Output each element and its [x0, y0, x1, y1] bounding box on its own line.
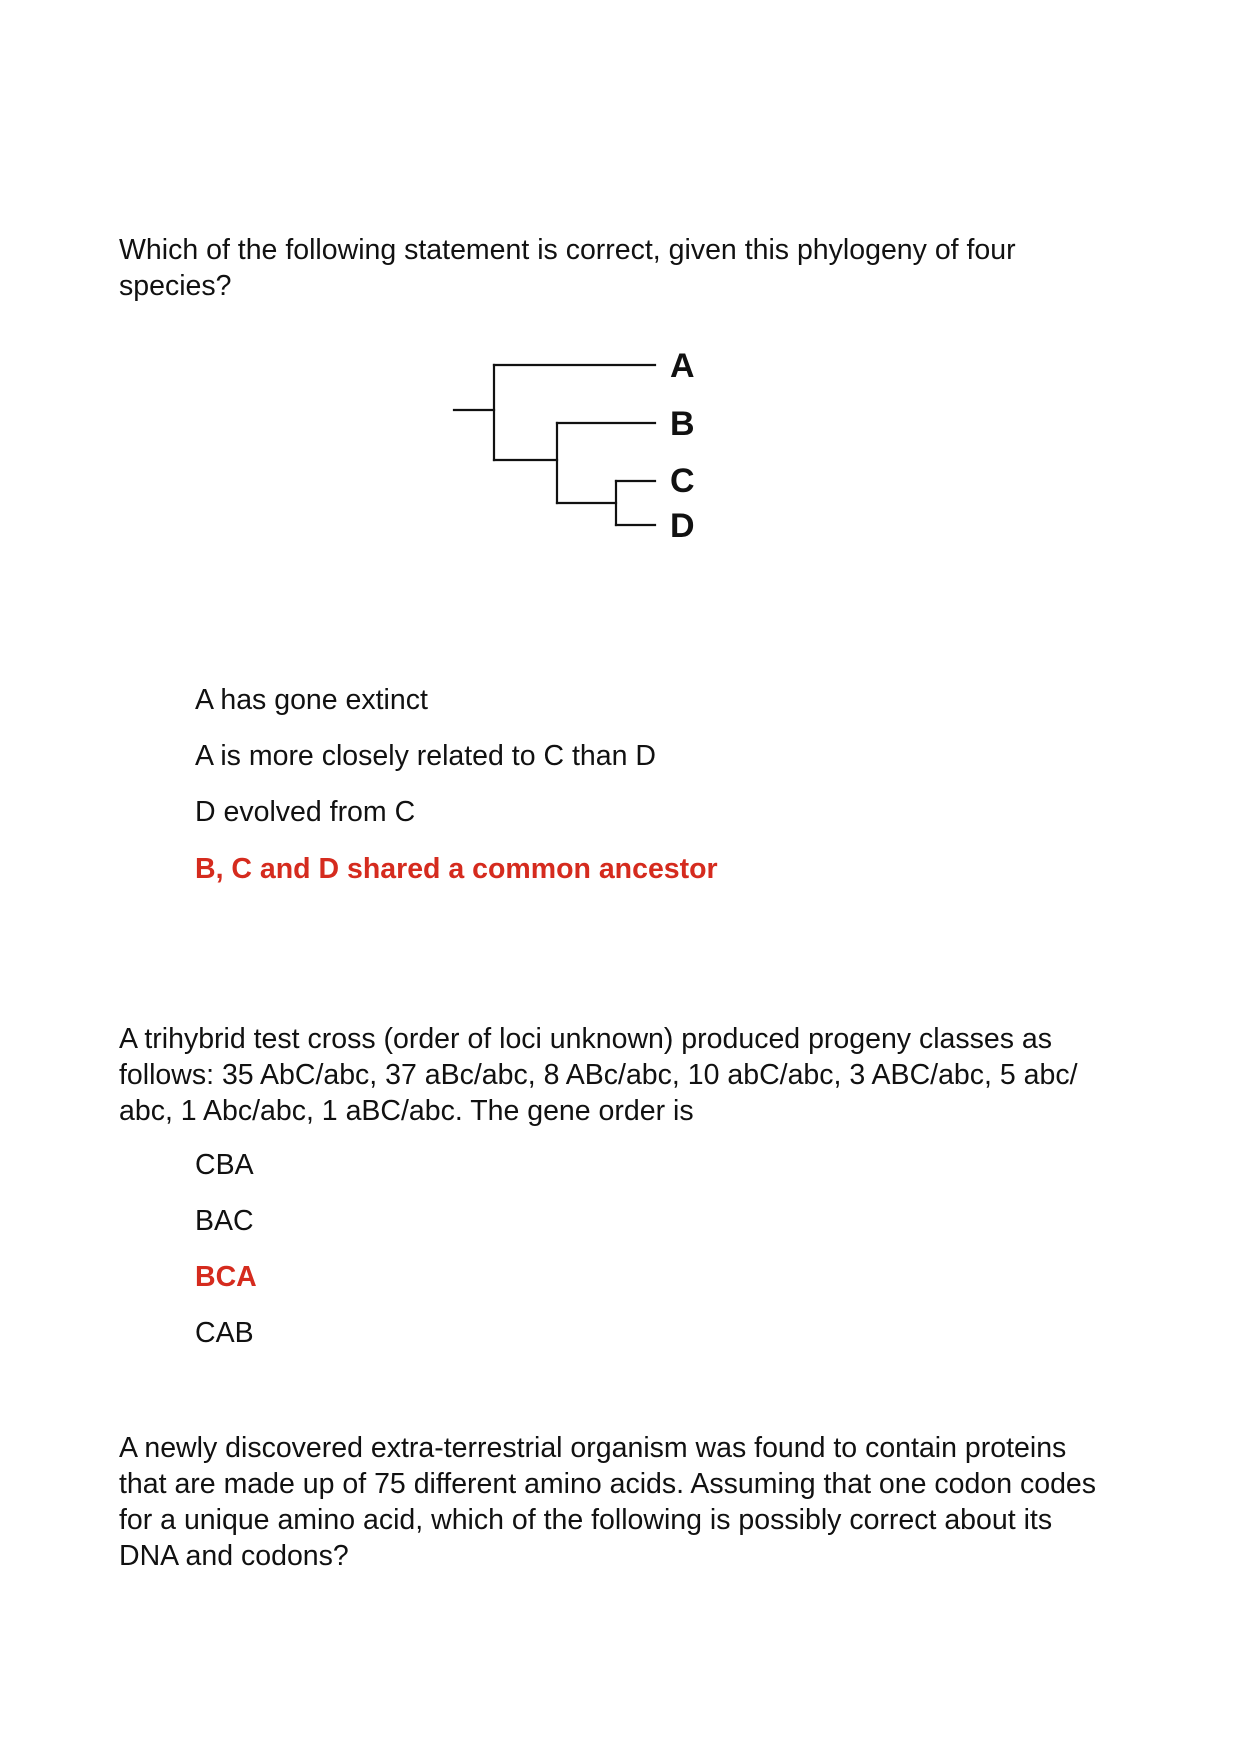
question-2-line-3: abc, 1 Abc/abc, 1 aBC/abc. The gene order is — [119, 1095, 694, 1127]
question-1-line-1: Which of the following statement is correct, given this phylogeny of four — [119, 234, 1016, 266]
question-1-option-1[interactable]: A has gone extinct — [195, 684, 428, 716]
question-2-option-2[interactable]: BAC — [195, 1205, 254, 1237]
question-3-line-3: for a unique amino acid, which of the following is possibly correct about its — [119, 1504, 1053, 1536]
tree-label-c: C — [670, 462, 695, 500]
question-1-option-3[interactable]: D evolved from C — [195, 796, 416, 828]
question-2-line-1: A trihybrid test cross (order of loci unknown) produced progeny classes as — [119, 1023, 1053, 1055]
question-2-text — [119, 1021, 1129, 1129]
question-3-line-2: that are made up of 75 different amino acids. Assuming that one codon codes — [119, 1468, 1097, 1500]
question-2-line-2: follows: 35 AbC/abc, 37 aBc/abc, 8 ABc/abc, 10 abC/abc, 3 ABC/abc, 5 abc/ — [119, 1059, 1078, 1091]
phylogenetic-tree — [450, 340, 730, 560]
tree-label-b: B — [670, 405, 695, 443]
question-3-line-4: DNA and codons? — [119, 1540, 349, 1572]
tree-label-d: D — [670, 507, 695, 545]
question-3-text — [119, 1430, 1129, 1574]
question-1-text — [119, 232, 1129, 304]
question-2-option-4[interactable]: CAB — [195, 1317, 254, 1349]
question-2-option-1[interactable]: CBA — [195, 1149, 254, 1181]
question-1-line-2: species? — [119, 270, 232, 302]
question-1-option-4-correct[interactable]: B, C and D shared a common ancestor — [195, 853, 718, 885]
question-2-option-3-correct[interactable]: BCA — [195, 1261, 257, 1293]
tree-label-a: A — [670, 347, 695, 385]
question-1-option-2[interactable]: A is more closely related to C than D — [195, 740, 656, 772]
question-3-line-1: A newly discovered extra-terrestrial organism was found to contain proteins — [119, 1432, 1067, 1464]
